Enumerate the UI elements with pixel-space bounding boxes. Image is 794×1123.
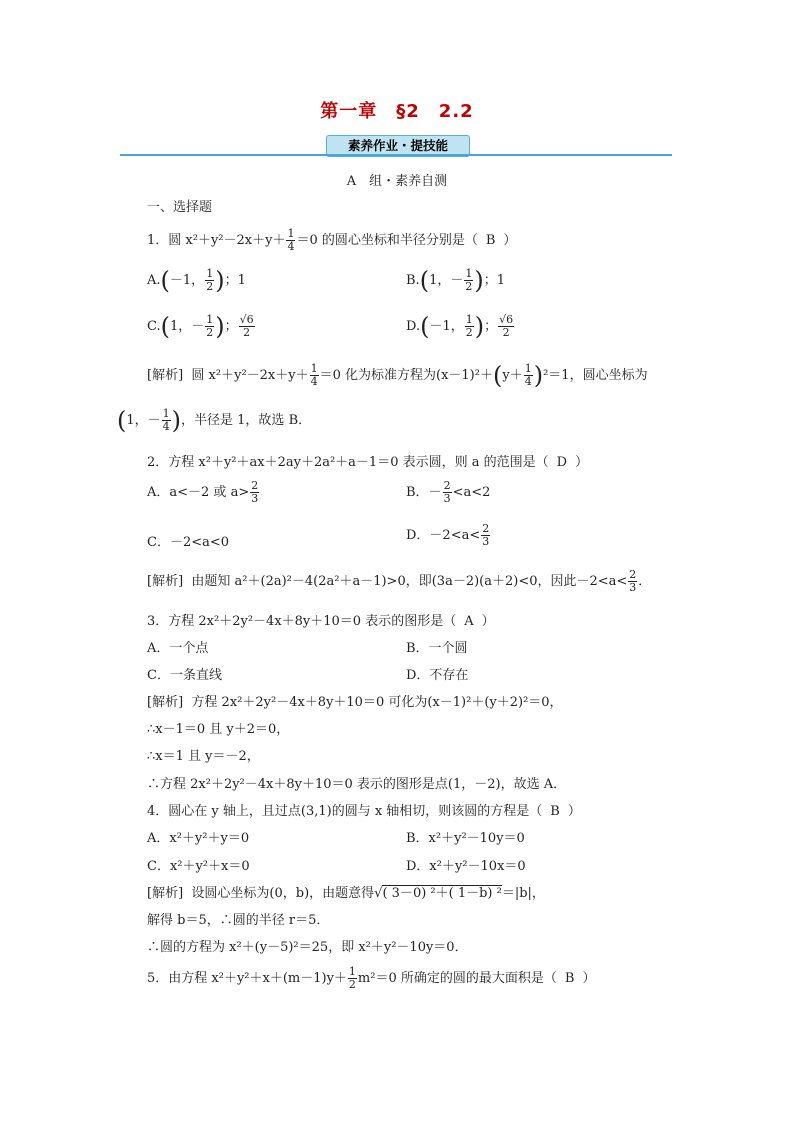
section-heading: 一、选择题: [147, 200, 213, 215]
q3-option-c: C．一条直线: [147, 668, 222, 683]
q1-answer: B: [485, 233, 496, 248]
q3-answer: A: [464, 614, 474, 629]
q1-analysis-line2: (1，－ $\frac{1}{4}$ )，半径是 1，故选 B．: [117, 406, 312, 435]
q3-stem: 3．方程 2x²＋2y²－4x＋8y＋10＝0 表示的图形是（ A ）: [147, 614, 495, 629]
q4-answer: B: [550, 804, 560, 819]
q4-analysis-line3: ∴圆的方程为 x²＋(y－5)²＝25，即 x²＋y²－10y＝0．: [147, 940, 468, 955]
q2-option-c: C．－2<a<0: [147, 535, 230, 550]
q4-option-b: B．x²＋y²－10y＝0: [406, 831, 525, 846]
q4-stem: 4．圆心在 y 轴上，且过点(3,1)的圆与 x 轴相切，则该圆的方程是（ B ）: [147, 804, 581, 819]
q1-stem-fraction: $\frac{1}{4}$: [287, 227, 295, 253]
q4-option-d: D．x²＋y²－10x＝0: [406, 859, 526, 874]
q1-analysis-line1: [解析] 圆 x²＋y²－2x＋y＋ $\frac{1}{4}$ ＝0 化为标准方程为(x－1)²＋(y＋ $\frac{1}{4}$ )²＝1，圆心坐标为: [147, 361, 648, 390]
q2-option-b: B．－ $\frac{2}{3}$ <a<2: [406, 479, 491, 505]
q2-answer: D: [556, 455, 568, 470]
q3-analysis-line3: ∴x＝1 且 y＝－2，: [147, 749, 260, 764]
q2-stem: 2．方程 x²＋y²＋ax＋2ay＋2a²＋a－1＝0 表示圆，则 a 的范围是（ D ）: [147, 455, 589, 470]
q3-option-a: A．一个点: [147, 641, 209, 656]
q3-analysis-line4: ∴方程 2x²＋2y²－4x＋8y＋10＝0 表示的图形是点(1，－2)，故选 A．: [147, 777, 567, 792]
q5-stem: 5．由方程 x²＋y²＋x＋(m－1)y＋ $\frac{1}{2}$ m²＝0 所确定的圆的最大面积是（ B ）: [147, 965, 596, 991]
section-banner: 素养作业・提技能: [326, 135, 470, 157]
q4-analysis-line2: 解得 b＝5，∴圆的半径 r＝5．: [147, 913, 330, 928]
q3-analysis-line2: ∴x－1＝0 且 y＋2＝0，: [147, 722, 290, 737]
q3-analysis-line1: [解析] 方程 2x²＋2y²－4x＋8y＋10＝0 可化为(x－1)²＋(y＋2)²＝0，: [147, 695, 563, 710]
q4-option-c: C．x²＋y²＋x＝0: [147, 859, 250, 874]
group-heading: A 组・素养自测: [346, 174, 448, 189]
q1-option-b: B.(1，－ $\frac{1}{2}$ )；1: [406, 266, 505, 295]
header-rule: [120, 154, 672, 156]
q1-option-d: D.(－1， $\frac{1}{2}$ )； $\frac{√6}{2}$: [406, 312, 514, 341]
q4-option-a: A．x²＋y²＋y＝0: [147, 831, 250, 846]
q5-answer: B: [564, 971, 575, 986]
q2-option-a: A．a<－2 或 a> $\frac{2}{3}$: [147, 479, 259, 505]
q3-option-d: D．不存在: [406, 668, 469, 683]
q2-analysis: [解析] 由题知 a²＋(2a)²－4(2a²＋a－1)>0，即(3a－2)(a＋2)<0，因此－2<a< $\frac{2}{3}$ ．: [147, 568, 652, 594]
q1-option-a: A.(－1， $\frac{1}{2}$ )；1: [147, 266, 246, 295]
chapter-title: 第一章 §2 2.2: [320, 101, 474, 122]
q3-option-b: B．一个圆: [406, 641, 468, 656]
q1-option-c: C.(1，－ $\frac{1}{2}$ )； $\frac{√6}{2}$: [147, 312, 254, 341]
q2-option-d: D．－2<a< $\frac{2}{3}$: [406, 522, 490, 548]
q1-stem: 1．圆 x²＋y²－2x＋y＋ $\frac{1}{4}$ ＝0 的圆心坐标和半径分别是（ B ）: [147, 227, 517, 253]
q4-analysis-line1: [解析] 设圆心坐标为(0，b)，由题意得√( 3－0) ²＋( 1－b) ²＝|b|，: [147, 886, 545, 901]
